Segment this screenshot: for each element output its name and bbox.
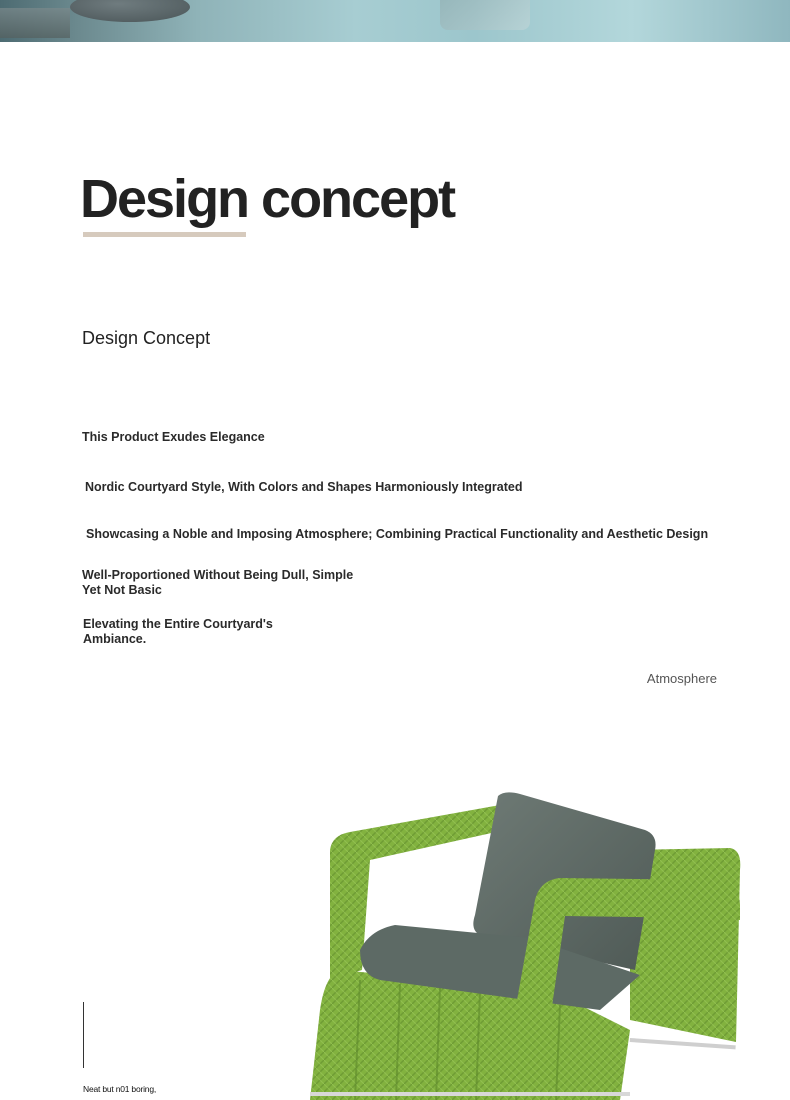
title-underline: [83, 232, 246, 237]
section-title: Design Concept: [82, 328, 211, 348]
footer-vertical-rule: [83, 1002, 84, 1068]
page-title: Design concept: [80, 169, 455, 229]
hero-rock-shape: [70, 0, 190, 22]
hero-ledge-shape: [0, 8, 70, 38]
concept-line-well-proportioned: Well-Proportioned Without Being Dull, Simple Yet Not Basic: [82, 568, 354, 597]
lounge-chair-image: [300, 780, 760, 1100]
hero-stone-shape: [440, 0, 530, 30]
footer-note: Neat but n01 boring,: [83, 1084, 157, 1094]
concept-line-elegance: This Product Exudes Elegance: [82, 430, 265, 444]
hero-photo-strip: [0, 0, 790, 42]
concept-line-nordic-style: Nordic Courtyard Style, With Colors and Shapes Harmoniously Integrated: [85, 480, 523, 494]
concept-line-courtyard-ambiance: Elevating the Entire Courtyard's Ambiance.: [83, 617, 273, 646]
concept-line-noble-atmosphere: Showcasing a Noble and Imposing Atmosphere; Combining Practical Functionality and Aesthetic Design: [86, 527, 709, 541]
atmosphere-label: Atmosphere: [646, 671, 717, 686]
